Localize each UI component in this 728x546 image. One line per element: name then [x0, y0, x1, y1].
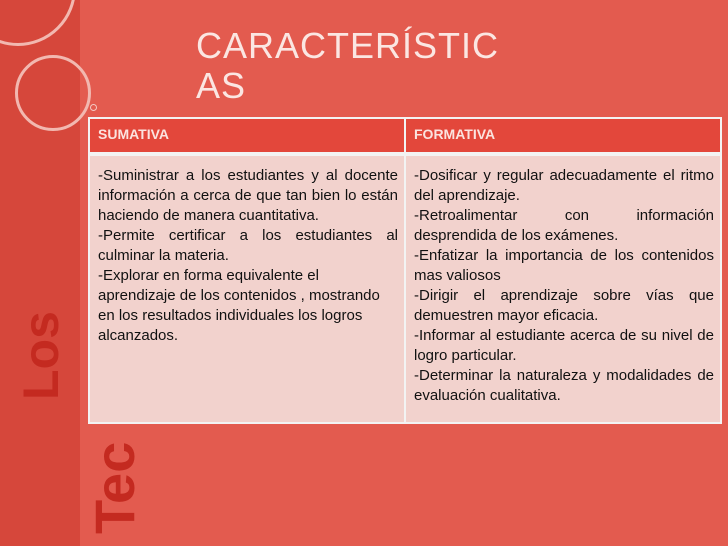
decorative-dot [90, 104, 97, 111]
formativa-item: -Informar al estudiante acerca de su nivel de logro particular. [414, 327, 714, 364]
slide-title [196, 26, 536, 106]
formativa-item: -Retroalimentar con información desprendida de los exámenes. [414, 207, 714, 244]
header-sumativa: SUMATIVA [90, 119, 405, 154]
comparison-table [88, 117, 722, 424]
formativa-item: -Dosificar y regular adecuadamente el ritmo del aprendizaje. [414, 167, 714, 204]
formativa-item: -Enfatizar la importancia de los contenidos mas valiosos [414, 247, 714, 284]
vertical-text-tec: Tec [83, 441, 146, 534]
slide-title-line-2: AS [196, 65, 247, 106]
table-header-row [90, 119, 720, 154]
sumativa-item: -Permite certificar a los estudiantes al culminar la materia. [98, 227, 398, 264]
decorative-arc [15, 55, 91, 131]
sumativa-item: -Suministrar a los estudiantes y al docente información a cerca de que tan bien lo están haciendo de manera cuantitativa. [98, 167, 398, 224]
sumativa-item: -Explorar en forma equivalente el aprendizaje de los contenidos , mostrando en los resultados individuales los logros alcanzados. [98, 267, 380, 344]
table-row [90, 154, 720, 422]
formativa-item: -Dirigir el aprendizaje sobre vías que demuestren mayor eficacia. [414, 287, 714, 324]
header-formativa: FORMATIVA [405, 119, 720, 154]
cell-sumativa [90, 154, 405, 422]
vertical-text-los: Los [13, 311, 69, 400]
slide-title-line-1: CARACTERÍSTIC [196, 25, 500, 66]
formativa-item: -Determinar la naturaleza y modalidades de evaluación cualitativa. [414, 367, 714, 404]
cell-formativa [405, 154, 720, 422]
